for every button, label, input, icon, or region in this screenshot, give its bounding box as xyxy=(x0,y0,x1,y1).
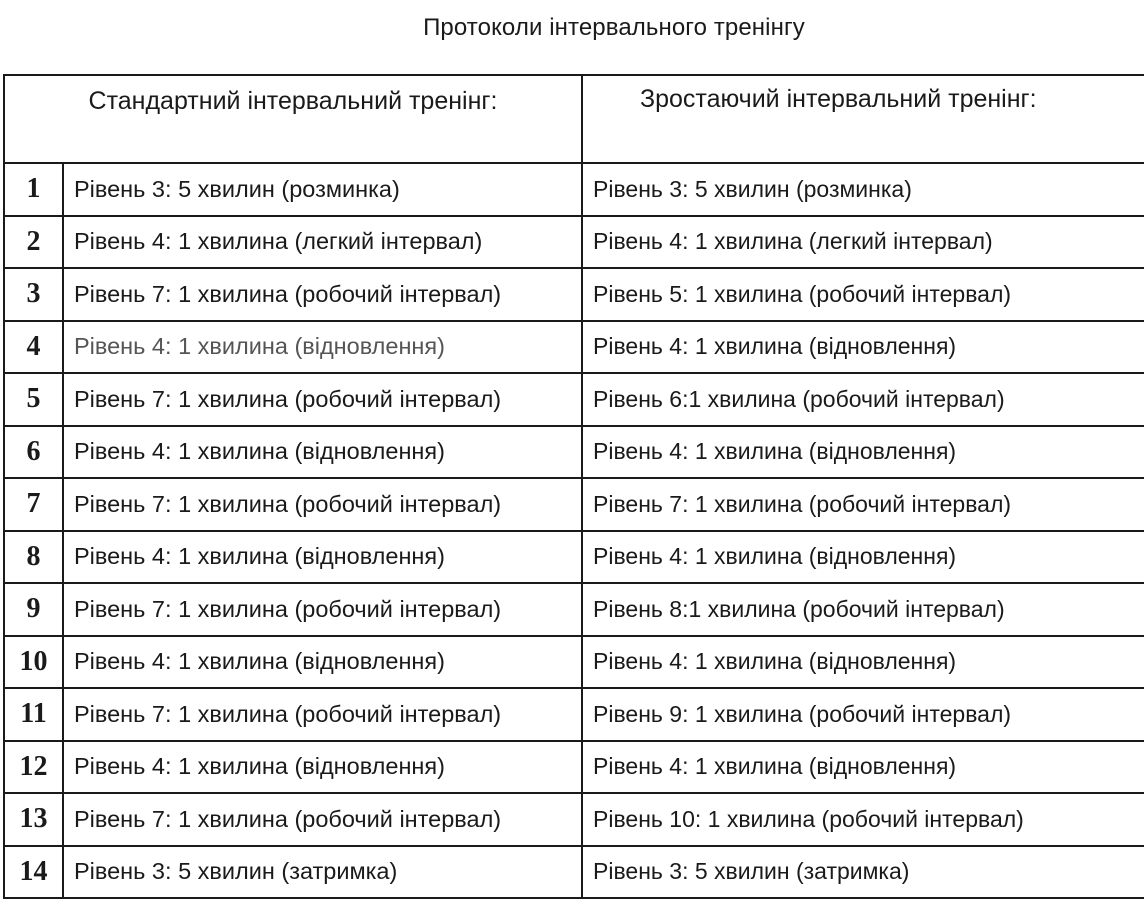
table-row xyxy=(4,478,1144,531)
increasing-step: Рівень 4: 1 хвилина (легкий інтервал) xyxy=(582,216,1144,269)
increasing-step: Рівень 10: 1 хвилина (робочий інтервал) xyxy=(582,793,1144,846)
row-number: 5 xyxy=(4,373,63,426)
table-header-row xyxy=(4,75,1144,163)
row-number: 9 xyxy=(4,583,63,636)
row-number: 4 xyxy=(4,321,63,374)
row-number: 1 xyxy=(4,163,63,216)
standard-training-header: Стандартний інтервальний тренінг: xyxy=(4,75,582,163)
increasing-step: Рівень 4: 1 хвилина (відновлення) xyxy=(582,741,1144,794)
row-number: 12 xyxy=(4,741,63,794)
row-number: 14 xyxy=(4,846,63,899)
row-number: 11 xyxy=(4,688,63,741)
standard-step: Рівень 7: 1 хвилина (робочий інтервал) xyxy=(63,478,582,531)
table-row xyxy=(4,373,1144,426)
page-title: Протоколи інтервального тренінгу xyxy=(423,14,805,41)
table-row xyxy=(4,583,1144,636)
table-row xyxy=(4,321,1144,374)
standard-step: Рівень 4: 1 хвилина (відновлення) xyxy=(63,321,582,374)
row-number: 10 xyxy=(4,636,63,689)
row-number: 7 xyxy=(4,478,63,531)
standard-step: Рівень 7: 1 хвилина (робочий інтервал) xyxy=(63,583,582,636)
table-row xyxy=(4,688,1144,741)
increasing-step: Рівень 4: 1 хвилина (відновлення) xyxy=(582,636,1144,689)
increasing-step: Рівень 4: 1 хвилина (відновлення) xyxy=(582,321,1144,374)
standard-step: Рівень 4: 1 хвилина (відновлення) xyxy=(63,426,582,479)
increasing-step: Рівень 4: 1 хвилина (відновлення) xyxy=(582,426,1144,479)
standard-step: Рівень 4: 1 хвилина (відновлення) xyxy=(63,741,582,794)
table-row xyxy=(4,426,1144,479)
standard-step: Рівень 4: 1 хвилина (легкий інтервал) xyxy=(63,216,582,269)
increasing-step: Рівень 6:1 хвилина (робочий інтервал) xyxy=(582,373,1144,426)
increasing-step: Рівень 7: 1 хвилина (робочий інтервал) xyxy=(582,478,1144,531)
table-row xyxy=(4,268,1144,321)
table-row xyxy=(4,531,1144,584)
increasing-step: Рівень 9: 1 хвилина (робочий інтервал) xyxy=(582,688,1144,741)
standard-step: Рівень 7: 1 хвилина (робочий інтервал) xyxy=(63,793,582,846)
standard-step: Рівень 7: 1 хвилина (робочий інтервал) xyxy=(63,688,582,741)
standard-step: Рівень 3: 5 хвилин (розминка) xyxy=(63,163,582,216)
increasing-step: Рівень 5: 1 хвилина (робочий інтервал) xyxy=(582,268,1144,321)
standard-step: Рівень 7: 1 хвилина (робочий інтервал) xyxy=(63,268,582,321)
protocol-table xyxy=(3,74,1144,899)
increasing-step: Рівень 3: 5 хвилин (розминка) xyxy=(582,163,1144,216)
increasing-step: Рівень 4: 1 хвилина (відновлення) xyxy=(582,531,1144,584)
row-number: 13 xyxy=(4,793,63,846)
table-row xyxy=(4,636,1144,689)
row-number: 2 xyxy=(4,216,63,269)
increasing-step: Рівень 3: 5 хвилин (затримка) xyxy=(582,846,1144,899)
standard-step: Рівень 7: 1 хвилина (робочий інтервал) xyxy=(63,373,582,426)
standard-step: Рівень 4: 1 хвилина (відновлення) xyxy=(63,531,582,584)
row-number: 3 xyxy=(4,268,63,321)
increasing-training-header: Зростаючий інтервальний тренінг: xyxy=(582,75,1144,163)
standard-step: Рівень 3: 5 хвилин (затримка) xyxy=(63,846,582,899)
table-row xyxy=(4,163,1144,216)
increasing-step: Рівень 8:1 хвилина (робочий інтервал) xyxy=(582,583,1144,636)
table-row xyxy=(4,741,1144,794)
row-number: 8 xyxy=(4,531,63,584)
standard-step: Рівень 4: 1 хвилина (відновлення) xyxy=(63,636,582,689)
table-row xyxy=(4,793,1144,846)
table-row xyxy=(4,846,1144,899)
row-number: 6 xyxy=(4,426,63,479)
table-row xyxy=(4,216,1144,269)
